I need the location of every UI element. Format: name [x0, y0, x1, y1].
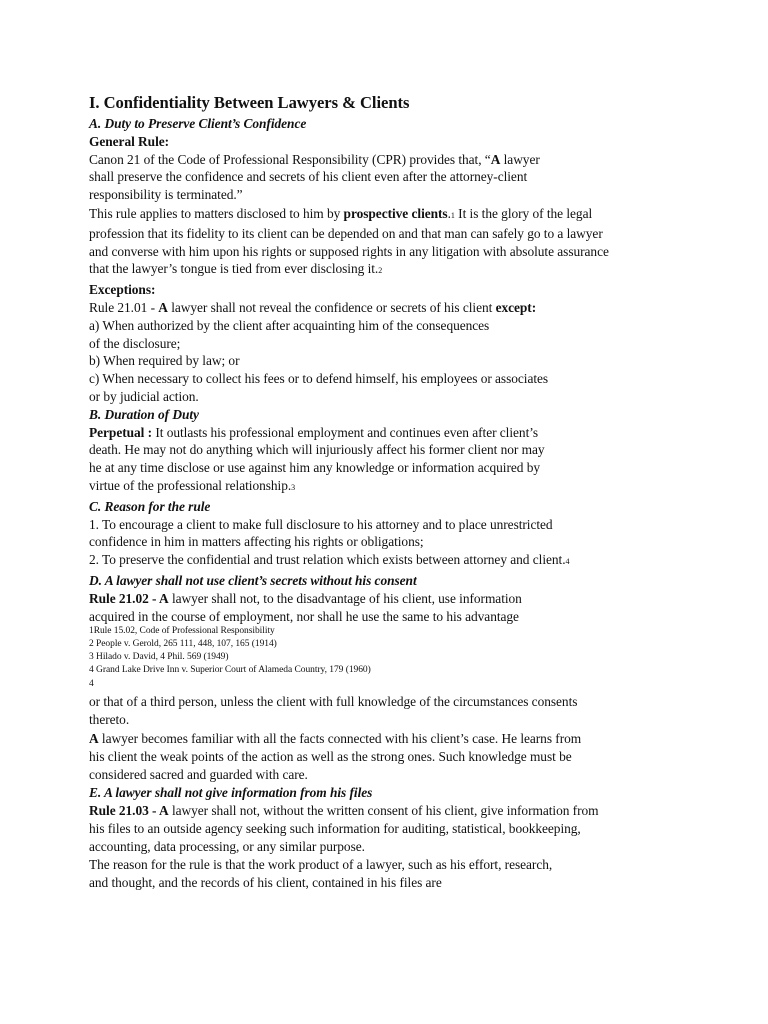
footnote-mark-1: 1: [450, 210, 455, 220]
document-title: I. Confidentiality Between Lawyers & Clients: [89, 93, 410, 112]
rule-2102-text: lawyer shall not, to the disadvantage of his client, use information acquired in the course of employment, nor shall he use the same to his advantage: [89, 590, 522, 624]
section-b-heading: B. Duration of Duty: [89, 406, 199, 422]
footnote-2: 2 People v. Gerold, 265 111, 448, 107, 165 (1914): [89, 639, 277, 650]
rule-2102-continuation: or that of a third person, unless the client with full knowledge of the circumstances consents thereto.: [89, 694, 578, 728]
canon-text-1: Canon 21 of the Code of Professional Responsibility (CPR) provides that, “: [89, 151, 491, 167]
footnote-mark-3: 3: [291, 482, 296, 492]
general-rule-label: General Rule:: [89, 133, 170, 149]
rule-2102-label: Rule 21.02 -: [89, 590, 160, 606]
applies-bold: prospective clients: [343, 205, 448, 221]
applies-paragraph: [89, 205, 621, 280]
document-page: [89, 92, 629, 892]
section-d-heading: D. A lawyer shall not use client’s secrets without his consent: [89, 572, 417, 588]
exception-a-cont: of the disclosure;: [89, 335, 181, 351]
perpetual-paragraph: [89, 424, 559, 497]
reason-2-paragraph: [89, 551, 573, 571]
canon-bold-a: A: [490, 151, 501, 167]
applies-text-2: .: [447, 205, 451, 221]
exception-b: b) When required by law; or: [89, 353, 240, 369]
footnote-1: 1Rule 15.02, Code of Professional Responsibility: [89, 626, 275, 637]
rule-2101-label: Rule 21.01 -: [89, 299, 159, 315]
rule-2101-bold-a: A: [158, 299, 168, 315]
canon-paragraph: [89, 151, 549, 204]
footnote-3: 3 Hilado v. David, 4 Phil. 569 (1949): [89, 652, 229, 663]
applies-text-1: This rule applies to matters disclosed to him by: [89, 205, 344, 221]
reason-1: 1. To encourage a client to make full disclosure to his attorney and to place unrestricted confidence in him in matters affecting his rights or obligations;: [89, 516, 553, 550]
exceptions-label: Exceptions:: [89, 282, 156, 298]
exception-c: c) When necessary to collect his fees or to defend himself, his employees or associates or by judicial action.: [89, 371, 549, 404]
exception-a: a) When authorized by the client after acquainting him of the consequences: [89, 317, 490, 333]
reason-paragraph: The reason for the rule is that the work product of a lawyer, such as his effort, research, and thought, and the records of his client, contained in his files are: [89, 857, 553, 891]
footnote-mark-2: 2: [378, 266, 383, 276]
section-a-heading: A. Duty to Preserve Client’s Confidence: [89, 116, 307, 131]
canon-text-2: lawyer shall preserve the confidence and secrets of his client even after the attorney-client responsibility is terminated.”: [89, 151, 540, 203]
section-e-heading: E. A lawyer shall not give information from his files: [89, 785, 373, 801]
familiar-text: lawyer becomes familiar with all the facts connected with his client’s case. He learns from his client the weak points of the action as well as the strong ones. Such knowledge must be considered sacred and guarded with care.: [89, 730, 582, 782]
rule-2103-text: lawyer shall not, without the written consent of his client, give information from his files to an outside agency seeking such information for auditing, statistical, bookkeeping, accounting, data processing, or any similar purpose.: [89, 803, 599, 854]
rule-2103-bold-a: A: [159, 803, 169, 819]
familiar-paragraph: [89, 730, 594, 783]
rule-2103-paragraph: [89, 802, 599, 855]
rule-2101-paragraph: [89, 299, 629, 317]
rule-2101-text: lawyer shall not reveal the confidence or secrets of his client: [167, 299, 496, 315]
familiar-bold-a: A: [89, 730, 99, 746]
rule-2102-bold-a: A: [159, 590, 169, 606]
perpetual-label: Perpetual :: [89, 424, 156, 440]
footnote-mark-4: 4: [565, 557, 570, 567]
applies-text-3: It is the glory of the legal profession that its fidelity to its client can be depended on and that man can safely go to a lawyer and converse with him upon his rights or supposed rights in any litigation with absolute assurance that the lawyer’s tongue is tied from ever disclosing it.: [89, 205, 609, 277]
section-c-heading: C. Reason for the rule: [89, 498, 211, 514]
page-number: 4: [89, 679, 94, 690]
rule-2103-label: Rule 21.03 -: [89, 803, 160, 819]
rule-2102-paragraph: [89, 590, 559, 626]
footnote-4: 4 Grand Lake Drive Inn v. Superior Court of Alameda Country, 179 (1960): [89, 665, 371, 676]
rule-2101-except: except:: [495, 299, 537, 315]
reason-2: 2. To preserve the confidential and trust relation which exists between attorney and client.: [89, 552, 566, 568]
perpetual-text: It outlasts his professional employment and continues even after client’s death. He may not do anything which will injuriously affect his former client nor may he at any time disclose or use against him any knowledge or information acquired by virtue of the professional relationship.: [89, 424, 545, 493]
